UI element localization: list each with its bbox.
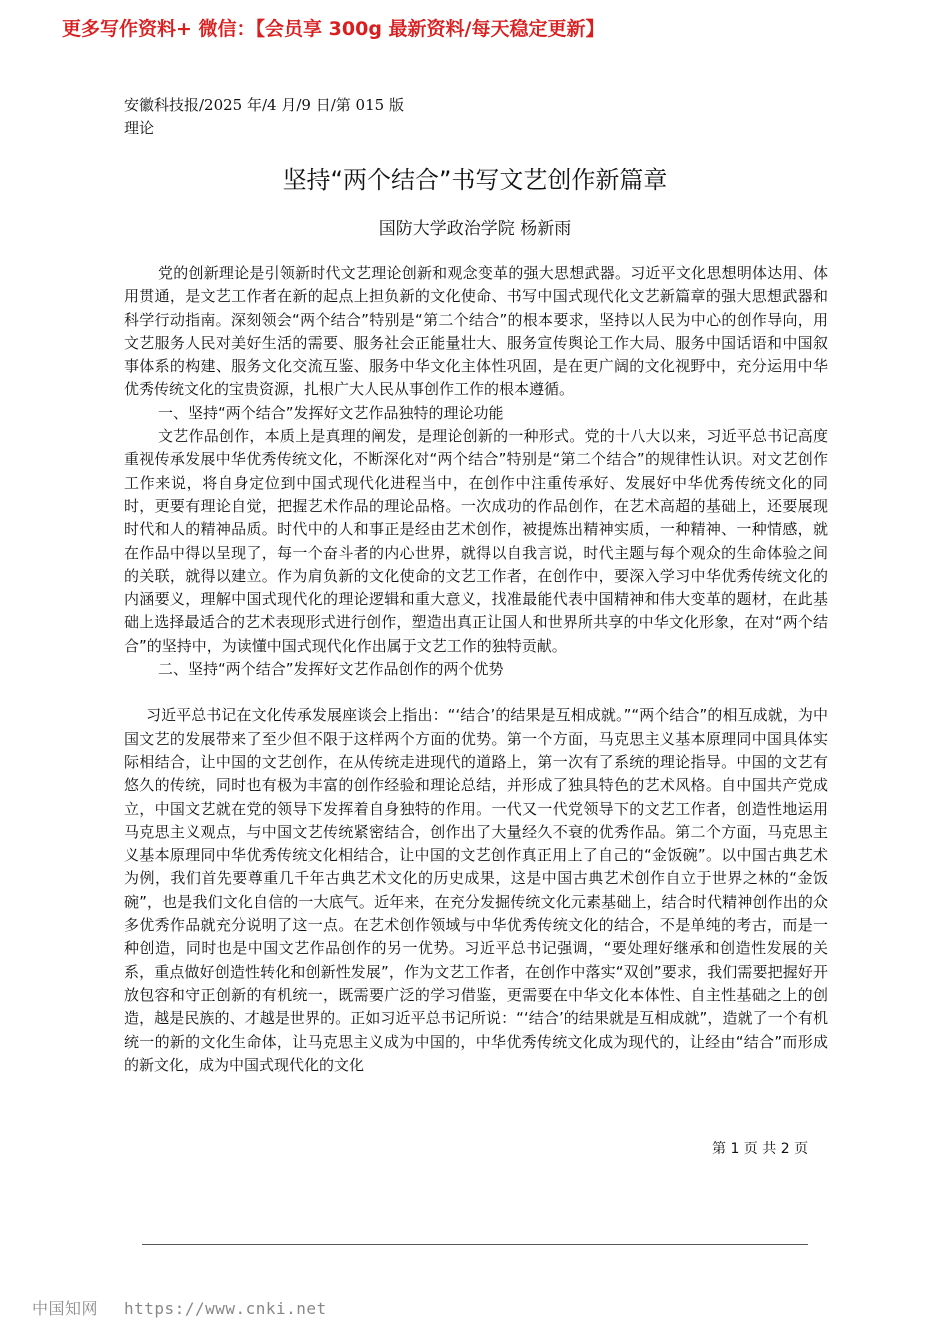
section-heading: 二、坚持“两个结合”发挥好文艺作品创作的两个优势 — [158, 660, 504, 679]
footer-divider — [142, 1244, 808, 1245]
cnki-logo-text: 中国知网 — [32, 1299, 99, 1318]
article-body — [124, 262, 828, 1077]
promo-bracket: 【会员享 300g 最新资料/每天稳定更新】 — [255, 18, 605, 40]
promo-lead: 更多写作资料+ 微信： — [62, 18, 256, 40]
page-number: 第 1 页 共 2 页 — [712, 1141, 809, 1157]
section-heading: 一、坚持“两个结合”发挥好文艺作品独特的理论功能 — [158, 403, 504, 422]
paragraph: 党的创新理论是引领新时代文艺理论创新和观念变革的强大思想武器。习近平文化思想明体达用、体用贯通，是文艺工作者在新的起点上担负新的文化使命、书写中国式现代化文艺新篇章的强大思想武器和科学行动指南。深刻领会“两个结合”特别是“第二个结合”的根本要求，坚持以人民为中心的创作导向，用文艺服务人民对美好生活的需要、服务社会正能量壮大、服务宣传舆论工作大局、服务中国话语和中国叙事体系的构建、服务文化交流互鉴、服务中华文化主体性巩固，是在更广阔的文化视野中，充分运用中华优秀传统文化的宝贵资源，扎根广大人民从事创作工作的根本遵循。 — [124, 264, 828, 399]
article-title: 坚持“两个结合”书写文艺创作新篇章 — [282, 166, 668, 194]
promo-banner — [62, 14, 604, 41]
cnki-url[interactable]: https://www.cnki.net — [124, 1299, 327, 1318]
cnki-footer — [32, 1296, 327, 1319]
paragraph: 文艺作品创作，本质上是真理的阐发，是理论创新的一种形式。党的十八大以来，习近平总书记高度重视传承发展中华优秀传统文化，不断深化对“两个结合”特别是“第二个结合”的规律性认识。对文艺创作工作来说，将自身定位到中国式现代化进程当中，在创作中注重传承好、发展好中华优秀传统文化的同时，更要有理论自觉，把握艺术作品的理论品格。一次成功的作品创作，在艺术高超的基础上，还要展现时代和人的精神品质。时代中的人和事正是经由艺术创作，被提炼出精神实质，一种精神、一种情感，就在作品中得以呈现了，每一个奋斗者的内心世界，就得以自我言说，时代主题与每个观众的生命体验之间的关联，就得以建立。作为肩负新的文化使命的文艺工作者，在创作中，要深入学习中华优秀传统文化的内涵要义，理解中国式现代化的理论逻辑和重大意义，找准最能代表中国精神和伟大变革的题材，在此基础上选择最适合的艺术表现形式进行创作，塑造出真正让国人和世界所共享的中华文化形象，在对“两个结合”的坚持中，为读懂中国式现代化作出属于文艺工作的独特贡献。 — [124, 427, 828, 655]
source-line: 安徽科技报/2025 年/4 月/9 日/第 015 版理论 — [124, 96, 404, 137]
author-line: 国防大学政治学院 杨新雨 — [378, 219, 572, 239]
paragraph: 习近平总书记在文化传承发展座谈会上指出：“‘结合’的结果是互相成就。”“两个结合”的相互成就，为中国文艺的发展带来了至少但不限于这样两个方面的优势。第一个方面，马克思主义基本原理同中国具体实际相结合，让中国的文艺创作，在从传统走进现代的道路上，第一次有了系统的理论指导。中国的文艺有悠久的传统，同时也有极为丰富的创作经验和理论总结，并形成了独具特色的艺术风格。自中国共产党成立，中国文艺就在党的领导下发挥着自身独特的作用。一代又一代党领导下的文艺工作者，创造性地运用马克思主义观点，与中国文艺传统紧密结合，创作出了大量经久不衰的优秀作品。第二个方面，马克思主义基本原理同中华优秀传统文化相结合，让中国的文艺创作真正用上了自己的“金饭碗”。以中国古典艺术为例，我们首先要尊重几千年古典艺术文化的历史成果，这是中国古典艺术创作自立于世界之林的“金饭碗”，也是我们文化自信的一大底气。近年来，在充分发掘传统文化元素基础上，结合时代精神创作出的众多优秀作品就充分说明了这一点。在艺术创作领域与中华优秀传统文化的结合，不是单纯的考古，而是一种创造，同时也是中国文艺作品创作的另一优势。习近平总书记强调，“要处理好继承和创造性发展的关系，重点做好创造性转化和创新性发展”，作为文艺工作者，在创作中落实“双创”要求，我们需要把握好开放包容和守正创新的有机统一，既需要广泛的学习借鉴，更需要在中华文化本体性、自主性基础之上的创造，越是民族的、才越是世界的。正如习近平总书记所说：“‘结合’的结果就是互相成就”，造就了一个有机统一的新的文化生命体，让马克思主义成为中国的，中华优秀传统文化成为现代的，让经由“结合”而形成的新文化，成为中国式现代化的文化 — [124, 706, 828, 1074]
